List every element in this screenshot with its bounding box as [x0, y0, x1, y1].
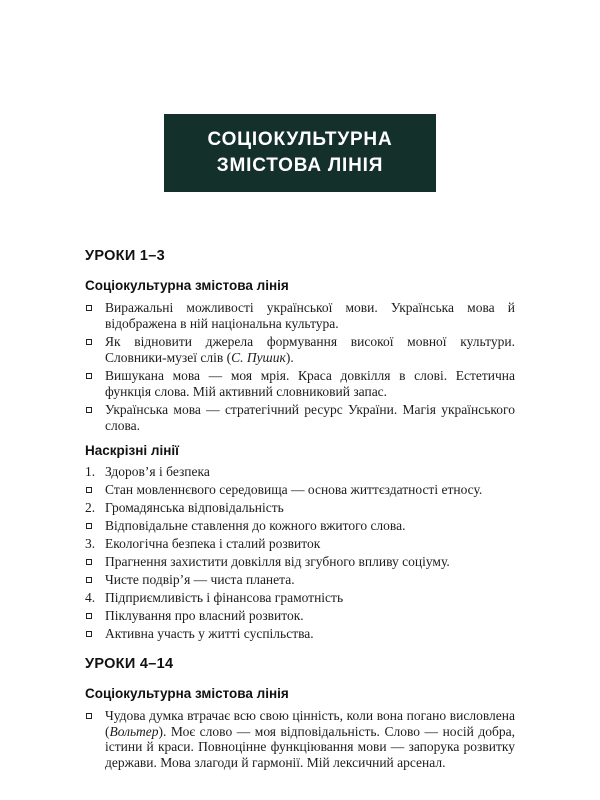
bullet-list-item: [85, 334, 515, 366]
section1-subheading: Соціокультурна змістова лінія: [85, 278, 289, 293]
square-bullet-glyph: [86, 487, 92, 493]
bullet-text: [105, 368, 515, 400]
list-item-text: Громадянська відповідальність: [105, 500, 284, 515]
text-segment: Українська мова — стратегічний ресурс України. Магія українського слова.: [105, 402, 515, 433]
chapter-title-block: [164, 114, 436, 192]
text-segment: ). Моє слово — моя відповідальність. Слово — носій добра, істини й краси. Повноцінне функціювання мови — запорука розвитку держави. Мова злагоди й гармонії. Мій лексичний арсенал.: [105, 723, 515, 770]
list-item-text: Здоров’я і безпека: [105, 464, 210, 479]
bullet-list-item: [85, 626, 515, 642]
square-bullet-glyph: [86, 305, 92, 311]
list-item-text: Відповідальне ставлення до кожного вжитого слова.: [105, 518, 406, 533]
list-number: 1.: [85, 464, 96, 479]
list-item-text: Активна участь у житті суспільства.: [105, 626, 314, 641]
text-segment: Виражальні можливості української мови. Українська мова й відображена в ній національна культура.: [105, 300, 515, 331]
naskrizni-subheading: Наскрізні лінії: [85, 443, 179, 458]
square-bullet-icon: [85, 482, 105, 493]
bullet-list-item: [85, 572, 515, 588]
square-bullet-icon: [85, 608, 105, 619]
numbered-list-item: [85, 500, 515, 516]
list-item-text: Екологічна безпека і сталий розвиток: [105, 536, 321, 551]
square-bullet-glyph: [86, 339, 92, 345]
bullet-list-item: [85, 554, 515, 570]
list-number: 4.: [85, 590, 96, 605]
bullet-list-item: [85, 402, 515, 434]
square-bullet-glyph: [86, 631, 92, 637]
square-bullet-glyph: [86, 613, 92, 619]
list-item-text: Прагнення захистити довкілля від згубного впливу соціуму.: [105, 554, 450, 569]
list-item-text: Чисте подвір’я — чиста планета.: [105, 572, 295, 587]
square-bullet-icon: [85, 300, 105, 311]
square-bullet-icon: [85, 402, 105, 413]
bullet-text: [105, 402, 515, 434]
square-bullet-glyph: [86, 373, 92, 379]
square-bullet-glyph: [86, 577, 92, 583]
text-segment: Як відновити джерела формування високої мовної культури. Словники-музеї слів (: [105, 334, 515, 365]
square-bullet-glyph: [86, 713, 92, 719]
square-bullet-glyph: [86, 407, 92, 413]
text-segment: Чудова думка втрачає всю свою цінність, коли вона погано висловлена (: [105, 708, 515, 739]
square-bullet-icon: [85, 334, 105, 345]
square-bullet-icon: [85, 518, 105, 529]
square-bullet-icon: [85, 368, 105, 379]
text-segment: ).: [285, 350, 294, 365]
section2-subheading: Соціокультурна змістова лінія: [85, 686, 289, 701]
bullet-text: [105, 334, 515, 366]
bullet-list-item: [85, 482, 515, 498]
square-bullet-icon: [85, 708, 105, 719]
chapter-title-line2: ЗМІСТОВА ЛІНІЯ: [216, 155, 384, 176]
text-segment-italic: Вольтер: [109, 723, 159, 739]
bullet-text: [105, 300, 515, 332]
bullet-list-item: [85, 708, 515, 770]
bullet-list-item: [85, 518, 515, 534]
square-bullet-glyph: [86, 523, 92, 529]
square-bullet-icon: [85, 626, 105, 637]
text-segment-italic: С. Пушик: [231, 350, 286, 365]
numbered-list-item: [85, 464, 515, 480]
bullet-list-item: [85, 608, 515, 624]
list-number: 2.: [85, 500, 96, 515]
list-item-text: Стан мовленнєвого середовища — основа життєздатності етносу.: [105, 482, 483, 497]
square-bullet-icon: [85, 572, 105, 583]
bullet-text: [105, 708, 515, 770]
list-number: 3.: [85, 536, 96, 551]
bullet-list-item: [85, 300, 515, 332]
numbered-list-item: [85, 536, 515, 552]
square-bullet-icon: [85, 554, 105, 565]
bullet-list-item: [85, 368, 515, 400]
numbered-list-item: [85, 590, 515, 606]
lessons-4-14-heading: УРОКИ 4–14: [85, 656, 174, 672]
square-bullet-glyph: [86, 559, 92, 565]
chapter-title-line1: СОЦІОКУЛЬТУРНА: [207, 129, 393, 150]
list-item-text: Підприємливість і фінансова грамотність: [105, 590, 344, 605]
list-item-text: Піклування про власний розвиток.: [105, 608, 304, 623]
lessons-1-3-heading: УРОКИ 1–3: [85, 248, 165, 264]
text-segment: Вишукана мова — моя мрія. Краса довкілля в слові. Естетична функція слова. Мій активний словниковий запас.: [105, 368, 515, 399]
